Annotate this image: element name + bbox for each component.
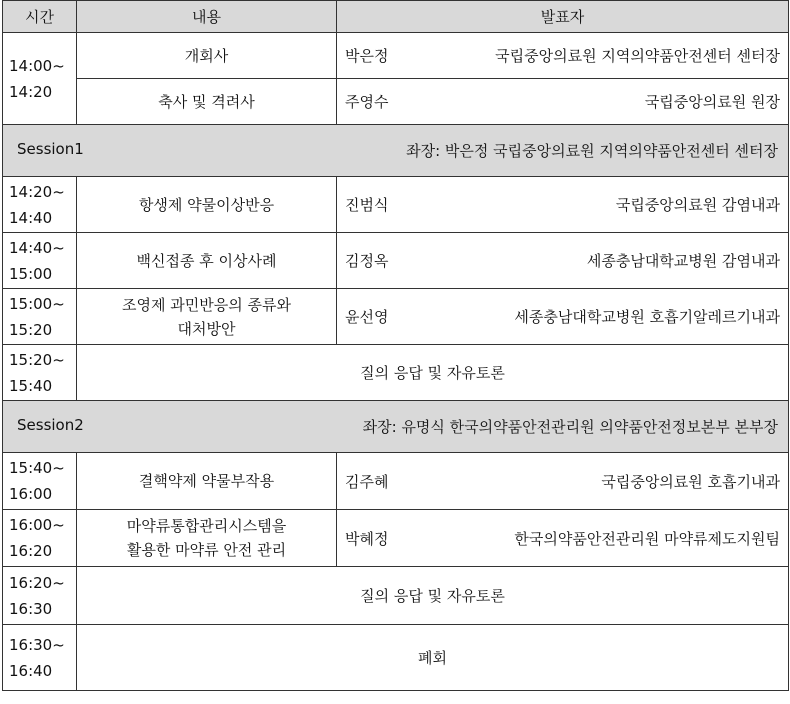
session1-qa-row: [3, 345, 789, 401]
session1-row-2: [3, 233, 789, 289]
talk-title: [77, 510, 337, 567]
header-presenter: 발표자: [337, 1, 789, 33]
time-start: 15:20~: [9, 350, 65, 369]
talk-title: [77, 453, 337, 510]
time-cell: [3, 233, 77, 289]
opening-row-1: [3, 33, 789, 79]
time-start: 14:40~: [9, 238, 65, 257]
talk-title-line: 대처방안: [177, 319, 236, 338]
presenter-affiliation: 한국의약품안전관리원 마약류제도지원팀: [514, 529, 780, 548]
opening-content: 개회사: [77, 33, 337, 79]
time-end: 14:20: [9, 82, 53, 101]
presenter-cell: [337, 79, 789, 125]
session2-cell: [3, 401, 789, 453]
time-cell: [3, 345, 77, 401]
time-start: 16:20~: [9, 573, 65, 592]
session2-row-1: [3, 453, 789, 510]
session2-chair: 좌장: 유명식 한국의약품안전관리원 의약품안전정보본부 본부장: [362, 418, 778, 436]
session2-row-2: [3, 510, 789, 567]
talk-title: [77, 289, 337, 345]
presenter-affiliation: 국립중앙의료원 원장: [644, 93, 780, 111]
time-start: 14:00~: [9, 56, 65, 75]
opening-time: [3, 33, 77, 125]
presenter-affiliation: 국립중앙의료원 지역의약품안전센터 센터장: [495, 47, 780, 65]
presenter-name: 박혜정: [345, 529, 389, 548]
session1-cell: [3, 125, 789, 177]
schedule-table: [2, 0, 789, 691]
presenter-cell: [337, 233, 789, 289]
session1-chair: 좌장: 박은정 국립중앙의료원 지역의약품안전센터 센터장: [406, 142, 778, 160]
header-content: 내용: [77, 1, 337, 33]
time-end: 15:20: [9, 320, 53, 339]
time-cell: [3, 289, 77, 345]
talk-title: [77, 177, 337, 233]
presenter-name: 주영수: [345, 93, 389, 111]
presenter-cell: [337, 33, 789, 79]
presenter-cell: [337, 177, 789, 233]
session2-qa-row: [3, 567, 789, 625]
session1-header: [3, 125, 789, 177]
presenter-name: 박은정: [345, 47, 389, 65]
time-end: 16:30: [9, 599, 53, 618]
talk-title-line: 마약류통합관리시스템을: [126, 517, 287, 535]
presenter-affiliation: 세종충남대학교병원 감염내과: [586, 252, 780, 270]
closing-row: [3, 625, 789, 691]
presenter-cell: [337, 289, 789, 345]
time-cell: [3, 625, 77, 691]
presenter-affiliation: 세종충남대학교병원 호흡기알레르기내과: [514, 308, 780, 326]
time-end: 16:40: [9, 661, 53, 680]
time-cell: [3, 177, 77, 233]
time-start: 14:20~: [9, 182, 65, 201]
presenter-affiliation: 국립중앙의료원 호흡기내과: [601, 472, 780, 491]
presenter-name: 진범식: [345, 196, 389, 214]
presenter-name: 김정옥: [345, 252, 389, 270]
talk-title-line: 결핵약제 약물부작용: [138, 472, 275, 490]
header-time: 시간: [3, 1, 77, 33]
closing-label: 폐회: [77, 625, 789, 691]
congrats-content: 축사 및 격려사: [77, 79, 337, 125]
talk-title-line: 백신접종 후 이상사례: [136, 251, 277, 270]
header-row: [3, 1, 789, 33]
time-start: 16:00~: [9, 516, 65, 534]
presenter-cell: [337, 453, 789, 510]
presenter-cell: [337, 510, 789, 567]
time-end: 16:00: [9, 485, 53, 503]
qa-label: 질의 응답 및 자유토론: [77, 567, 789, 625]
qa-label: 질의 응답 및 자유토론: [77, 345, 789, 401]
opening-row-2: [3, 79, 789, 125]
session2-label: Session2: [17, 416, 84, 434]
session2-header: [3, 401, 789, 453]
time-end: 14:40: [9, 208, 53, 227]
time-end: 16:20: [9, 542, 53, 560]
session1-label: Session1: [17, 140, 84, 158]
session1-row-3: [3, 289, 789, 345]
time-start: 15:40~: [9, 459, 65, 477]
talk-title-line: 항생제 약물이상반응: [138, 195, 275, 214]
talk-title-line: 활용한 마약류 안전 관리: [126, 541, 287, 559]
talk-title-line: 조영제 과민반응의 종류와: [122, 295, 291, 314]
time-end: 15:00: [9, 264, 53, 283]
time-start: 15:00~: [9, 294, 65, 313]
session1-row-1: [3, 177, 789, 233]
presenter-name: 윤선영: [345, 308, 389, 326]
time-end: 15:40: [9, 376, 53, 395]
time-cell: [3, 510, 77, 567]
presenter-name: 김주혜: [345, 472, 389, 491]
time-cell: [3, 567, 77, 625]
time-start: 16:30~: [9, 635, 65, 654]
talk-title: [77, 233, 337, 289]
presenter-affiliation: 국립중앙의료원 감염내과: [615, 196, 780, 214]
time-cell: [3, 453, 77, 510]
